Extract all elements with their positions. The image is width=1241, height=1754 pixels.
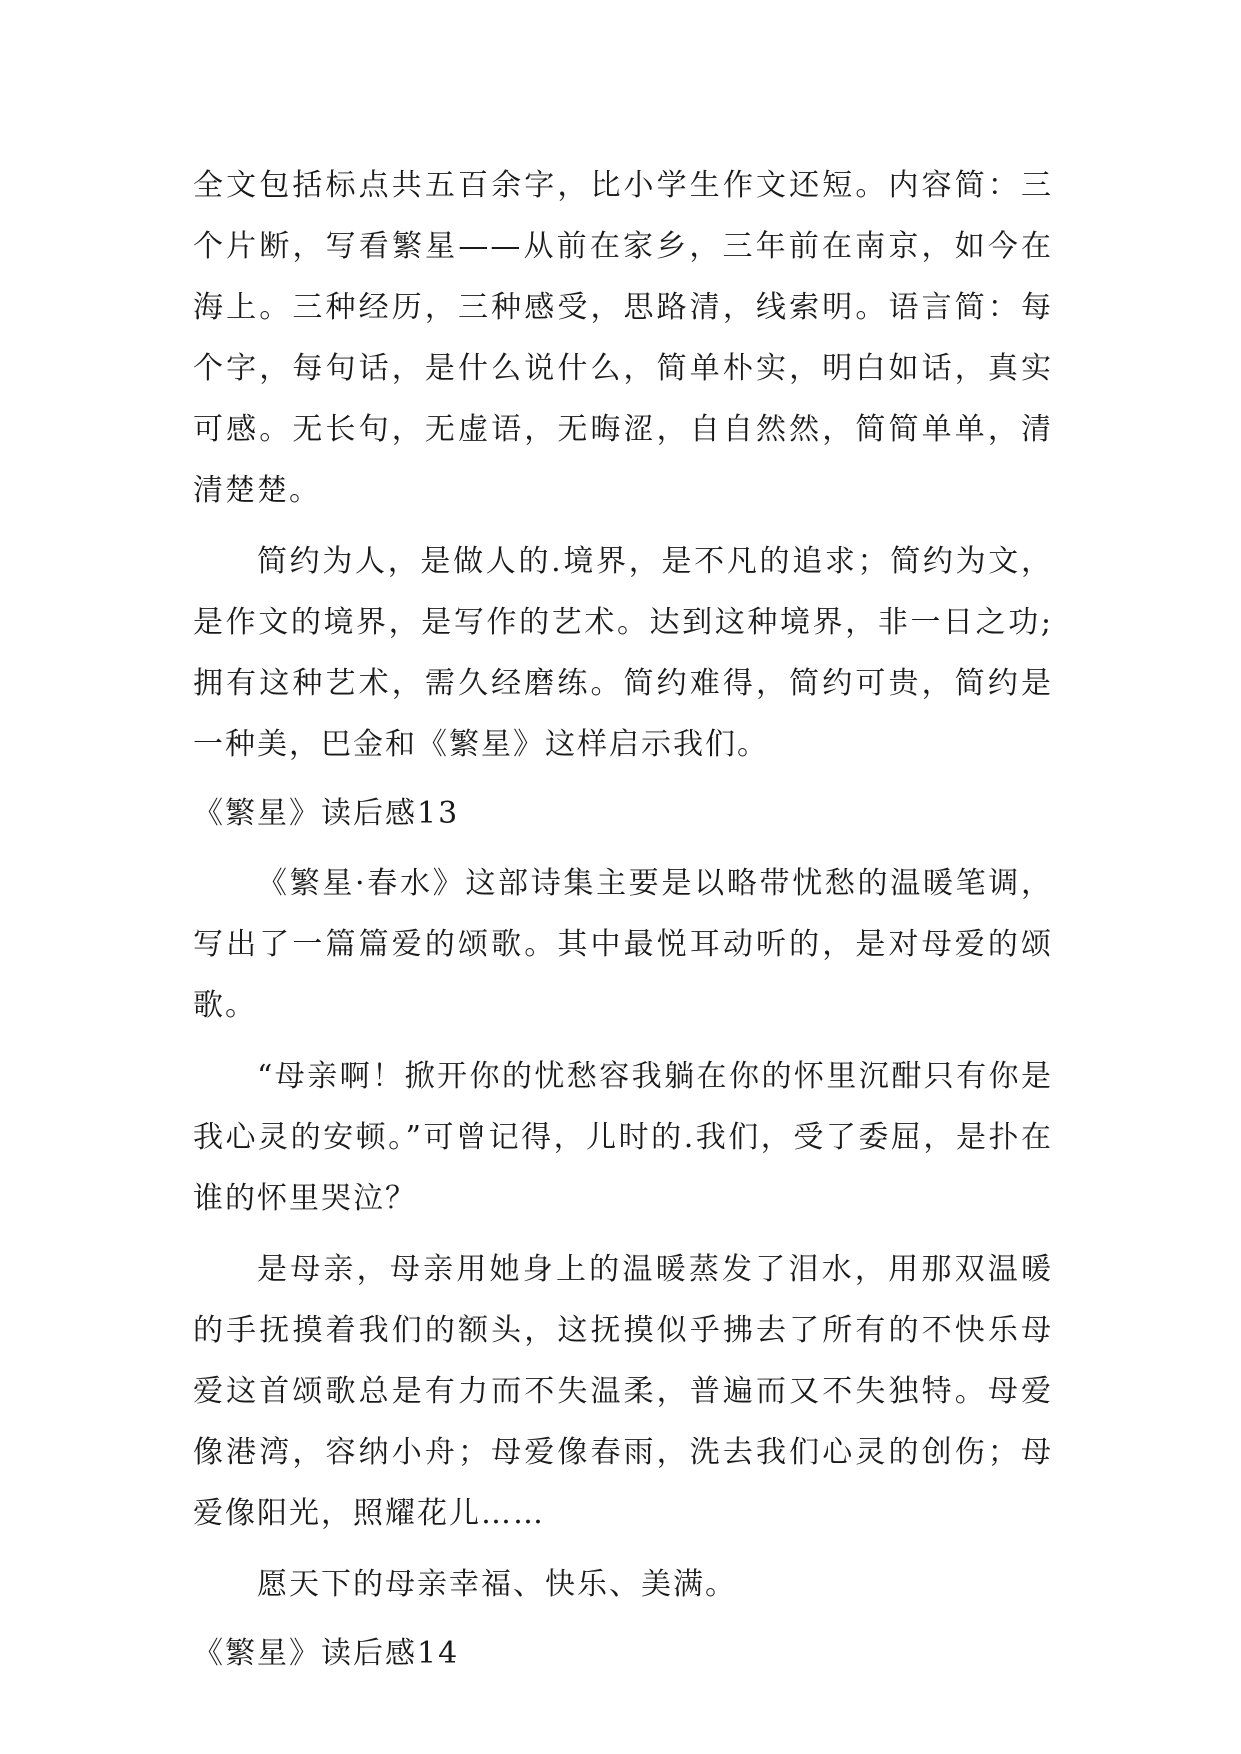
paragraph-simplicity: 简约为人，是做人的.境界，是不凡的追求；简约为文，是作文的境界，是写作的艺术。达到这种境界，非一日之功;拥有这种艺术，需久经磨练。简约难得，简约可贵，简约是一种美，巴金和《繁星》这样启示我们。 [193, 544, 1053, 762]
paragraph-mother: 是母亲，母亲用她身上的温暖蒸发了泪水，用那双温暖的手抚摸着我们的额头，这抚摸似乎拂去了所有的不快乐母爱这首颂歌总是有力而不失温柔，普遍而又不失独特。母爱像港湾，容纳小舟；母爱像春雨，洗去我们心灵的创伤；母爱像阳光，照耀花儿…… [193, 1252, 1053, 1531]
paragraph-summary: 全文包括标点共五百余字，比小学生作文还短。内容简：三个片断，写看繁星——从前在家乡，三年前在南京，如今在海上。三种经历，三种感受，思路清，线索明。语言简：每个字，每句话，是什么说什么，简单朴实，明白如话，真实可感。无长句，无虚语，无晦涩，自自然然，简简单单，清清楚楚。 [193, 168, 1053, 508]
paragraph-wish: 愿天下的母亲幸福、快乐、美满。 [257, 1567, 737, 1602]
section-heading-14: 《繁星》读后感14 [193, 1636, 460, 1671]
paragraph-quote: “母亲啊！掀开你的忧愁容我躺在你的怀里沉酣只有你是我心灵的安顿。”可曾记得，儿时的.我们，受了委屈，是扑在谁的怀里哭泣？ [193, 1059, 1053, 1216]
paragraph-poetry-collection: 《繁星·春水》这部诗集主要是以略带忧愁的温暖笔调，写出了一篇篇爱的颂歌。其中最悦耳动听的，是对母爱的颂歌。 [193, 866, 1053, 1023]
document-body [193, 155, 1053, 1693]
section-heading-13: 《繁星》读后感13 [193, 796, 460, 831]
